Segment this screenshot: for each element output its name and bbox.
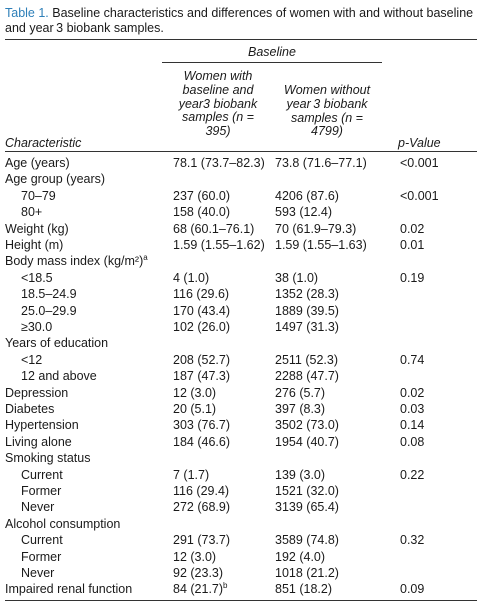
row-label [21, 188, 56, 204]
row-label-text: Former [21, 484, 62, 498]
row-label [5, 155, 70, 171]
cell-p-value-text: <0.001 [400, 156, 439, 170]
cell-p-value-text: 0.32 [400, 533, 425, 548]
cell-p-value-text: 0.02 [400, 221, 425, 236]
cell-with-samples-text: 208 (52.7) [173, 352, 230, 367]
cell-p-value [400, 385, 424, 401]
row-label-text: <18.5 [21, 270, 53, 285]
header-line: year 3 biobank [286, 96, 368, 111]
cell-with-samples-text: 272 (68.9) [173, 500, 230, 515]
cell-without-samples-text: 1954 (40.7) [275, 434, 339, 449]
cell-without-samples-text: 276 (5.7) [275, 385, 326, 400]
table-row [5, 319, 477, 335]
header-line: year3 biobank [178, 96, 258, 111]
row-label-text: 18.5–24.9 [21, 287, 77, 302]
row-label-text: Body mass index (kg/m²) [5, 254, 144, 269]
table-row [5, 532, 477, 548]
cell-without-samples-text: 851 (18.2) [275, 582, 332, 597]
cell-with-samples-text: 7 (1.7) [173, 467, 210, 482]
cell-with-samples-text: 158 (40.0) [173, 205, 230, 220]
row-label-text: 80+ [21, 205, 43, 220]
row-label-text: 25.0–29.9 [21, 303, 77, 318]
row-label [21, 549, 61, 565]
table-row [5, 581, 477, 597]
cell-without-samples-text: 593 (12.4) [275, 205, 332, 220]
row-label [5, 335, 108, 351]
cell-with-samples [173, 221, 254, 237]
cell-with-samples [173, 467, 209, 483]
header-line: Women without [283, 83, 371, 97]
cell-with-samples [173, 204, 230, 220]
cell-p-value [400, 270, 424, 286]
cell-p-value [400, 532, 424, 548]
row-label-text: Diabetes [5, 402, 55, 416]
table-label: Table 1. [5, 6, 49, 20]
row-label [5, 516, 120, 532]
cell-without-samples-text: 2511 (52.3) [275, 352, 339, 367]
cell-with-samples-text: 116 (29.6) [173, 287, 230, 302]
row-label [21, 204, 42, 220]
row-label [5, 450, 90, 466]
cell-with-samples-text: 102 (26.0) [173, 320, 230, 334]
cell-with-samples [173, 417, 230, 433]
cell-without-samples-text: 70 (61.9–79.3) [275, 221, 357, 236]
row-label [21, 532, 63, 548]
cell-without-samples [275, 221, 356, 237]
cell-without-samples [275, 368, 339, 384]
cell-with-samples [173, 385, 216, 401]
cell-without-samples [275, 204, 332, 220]
cell-without-samples-text: 3502 (73.0) [275, 418, 339, 433]
cell-with-samples [173, 532, 230, 548]
row-label-text: Smoking status [5, 451, 91, 466]
cell-with-samples [173, 319, 230, 335]
cell-without-samples-text: 1889 (39.5) [275, 303, 339, 318]
cell-with-samples-text: 84 (21.7) [173, 582, 224, 597]
cell-with-samples [173, 286, 229, 302]
cell-without-samples [275, 237, 367, 253]
cell-p-value [400, 467, 424, 483]
cell-with-samples [173, 188, 230, 204]
cell-with-samples-text: 1.59 (1.55–1.62) [173, 238, 265, 252]
table-row [5, 499, 477, 515]
row-label [5, 171, 105, 187]
row-label [21, 467, 63, 483]
cell-with-samples-text: 116 (29.4) [173, 484, 230, 498]
table-row [5, 335, 477, 351]
cell-with-samples-text: 12 (3.0) [173, 549, 217, 564]
cell-without-samples-text: 3139 (65.4) [275, 500, 339, 515]
row-label [21, 319, 52, 335]
cell-without-samples-text: 139 (3.0) [275, 467, 326, 482]
row-label-text: 70–79 [21, 188, 56, 203]
row-label [5, 401, 54, 417]
row-label [21, 565, 54, 581]
cell-with-samples [173, 434, 230, 450]
cell-p-value [400, 188, 439, 204]
table-row [5, 221, 477, 237]
cell-without-samples [275, 581, 332, 597]
cell-without-samples-text: 4206 (87.6) [275, 188, 339, 203]
top-rule [5, 39, 477, 40]
table-row [5, 171, 477, 187]
table-caption [5, 6, 477, 36]
cell-without-samples-text: 192 (4.0) [275, 549, 326, 564]
row-label [21, 368, 97, 384]
row-label-text: Height (m) [5, 238, 64, 252]
row-label-text: <12 [21, 352, 43, 367]
cell-p-value-text: 0.02 [400, 385, 425, 400]
cell-without-samples-text: 1018 (21.2) [275, 566, 339, 580]
row-label-text: Alcohol consumption [5, 516, 121, 531]
cell-with-samples [173, 237, 265, 253]
column-header-characteristic: Characteristic [5, 136, 82, 150]
row-label-text: Depression [5, 385, 69, 400]
row-label [21, 483, 61, 499]
cell-without-samples-text: 1521 (32.0) [275, 484, 339, 498]
cell-with-samples [173, 368, 230, 384]
column-header-with-samples [163, 70, 273, 139]
cell-with-samples [173, 549, 216, 565]
table-row [5, 450, 477, 466]
row-label [21, 499, 54, 515]
table-row [5, 286, 477, 302]
row-label-text: Never [21, 500, 55, 515]
cell-without-samples-text: 73.8 (71.6–77.1) [275, 156, 367, 170]
table-row [5, 467, 477, 483]
cell-with-samples-text: 291 (73.7) [173, 533, 230, 548]
table-row [5, 270, 477, 286]
cell-p-value [400, 352, 424, 368]
cell-without-samples [275, 401, 325, 417]
cell-without-samples [275, 532, 339, 548]
row-label [5, 253, 148, 269]
row-label-text: Hypertension [5, 418, 79, 433]
cell-without-samples-text: 2288 (47.7) [275, 369, 339, 384]
header-rule [5, 151, 477, 152]
cell-p-value [400, 401, 424, 417]
caption-text: Baseline characteristics and differences of women with and without baseline and year 3 biobank samples. [5, 6, 474, 35]
cell-with-samples-text: 237 (60.0) [173, 188, 230, 203]
footnote-marker: a [143, 253, 148, 263]
table-row [5, 565, 477, 581]
row-label-text: Current [21, 533, 63, 548]
row-label-text: Weight (kg) [5, 221, 69, 236]
cell-p-value-text: <0.001 [400, 188, 439, 203]
table-row [5, 352, 477, 368]
cell-with-samples [173, 155, 265, 171]
cell-p-value [400, 417, 424, 433]
cell-p-value-text: 0.03 [400, 402, 425, 416]
table-row [5, 483, 477, 499]
column-header-p-value: p-Value [398, 136, 441, 150]
row-label-text: Never [21, 566, 55, 580]
header-line: 4799) [311, 124, 343, 139]
cell-p-value-text: 0.09 [400, 582, 425, 597]
cell-without-samples [275, 499, 339, 515]
cell-p-value-text: 0.74 [400, 352, 425, 367]
cell-p-value-text: 0.08 [400, 434, 425, 449]
cell-without-samples [275, 434, 339, 450]
table-row [5, 516, 477, 532]
row-label-text: Current [21, 467, 63, 482]
cell-with-samples [173, 565, 223, 581]
cell-without-samples-text: 1.59 (1.55–1.63) [275, 238, 367, 252]
row-label [21, 352, 42, 368]
row-label [5, 417, 79, 433]
cell-without-samples [275, 417, 339, 433]
cell-without-samples-text: 1352 (28.3) [275, 287, 339, 302]
baseline-rule [162, 62, 382, 63]
cell-without-samples [275, 549, 325, 565]
cell-with-samples-text: 303 (76.7) [173, 418, 230, 433]
cell-p-value-text: 0.14 [400, 418, 425, 433]
cell-with-samples [173, 270, 209, 286]
cell-without-samples-text: 1497 (31.3) [275, 320, 339, 334]
row-label-text: Former [21, 549, 62, 564]
cell-without-samples [275, 352, 338, 368]
cell-p-value [400, 237, 424, 253]
cell-with-samples-text: 92 (23.3) [173, 566, 224, 580]
row-label [21, 286, 77, 302]
cell-p-value [400, 221, 424, 237]
table-row [5, 417, 477, 433]
table-row [5, 155, 477, 171]
header-line: 395) [205, 124, 231, 139]
cell-with-samples-text: 20 (5.1) [173, 402, 217, 416]
cell-p-value-text: 0.22 [400, 467, 425, 482]
baseline-header: Baseline [248, 45, 296, 59]
cell-without-samples [275, 303, 339, 319]
row-label-text: Age group (years) [5, 172, 106, 187]
cell-with-samples [173, 352, 230, 368]
column-header-without-samples [272, 84, 382, 139]
table-row [5, 303, 477, 319]
table-row [5, 549, 477, 565]
cell-p-value [400, 155, 439, 171]
cell-without-samples [275, 188, 339, 204]
cell-with-samples-text: 78.1 (73.7–82.3) [173, 156, 265, 170]
row-label [5, 581, 132, 597]
row-label-text: Age (years) [5, 156, 70, 170]
cell-with-samples [173, 581, 227, 597]
cell-p-value-text: 0.19 [400, 270, 425, 285]
bottom-rule [5, 600, 477, 601]
cell-without-samples-text: 3589 (74.8) [275, 533, 339, 548]
cell-without-samples [275, 565, 339, 581]
header-line: samples (n = [182, 110, 254, 125]
table-row [5, 385, 477, 401]
cell-without-samples [275, 385, 325, 401]
cell-without-samples [275, 286, 339, 302]
cell-with-samples-text: 68 (60.1–76.1) [173, 221, 255, 236]
cell-without-samples [275, 483, 339, 499]
table-row [5, 188, 477, 204]
cell-without-samples-text: 38 (1.0) [275, 270, 319, 285]
cell-without-samples [275, 467, 325, 483]
header-line: baseline and [182, 82, 254, 97]
row-label-text: ≥30.0 [21, 320, 53, 334]
cell-without-samples-text: 397 (8.3) [275, 402, 326, 416]
header-line: Women with [183, 69, 253, 83]
row-label [5, 434, 72, 450]
header-line: samples (n = [291, 110, 363, 125]
row-label [21, 303, 77, 319]
row-label-text: Years of education [5, 336, 109, 351]
table-row [5, 434, 477, 450]
cell-with-samples [173, 499, 230, 515]
table-row [5, 253, 477, 269]
row-label [5, 385, 68, 401]
cell-without-samples [275, 270, 318, 286]
row-label [5, 221, 69, 237]
table-row [5, 368, 477, 384]
cell-with-samples-text: 184 (46.6) [173, 434, 230, 449]
cell-with-samples-text: 187 (47.3) [173, 369, 230, 384]
cell-with-samples [173, 303, 230, 319]
cell-with-samples-text: 170 (43.4) [173, 303, 230, 318]
cell-p-value-text: 0.01 [400, 238, 425, 252]
row-label [21, 270, 53, 286]
cell-with-samples [173, 483, 229, 499]
cell-with-samples-text: 12 (3.0) [173, 385, 217, 400]
cell-p-value [400, 581, 424, 597]
cell-without-samples [275, 319, 339, 335]
row-label-text: Impaired renal function [5, 582, 133, 597]
table-row [5, 401, 477, 417]
footnote-marker: b [223, 581, 228, 591]
cell-with-samples [173, 401, 216, 417]
row-label [5, 237, 63, 253]
row-label-text: Living alone [5, 434, 72, 449]
row-label-text: 12 and above [21, 369, 97, 384]
table-row [5, 237, 477, 253]
cell-with-samples-text: 4 (1.0) [173, 270, 210, 285]
cell-without-samples [275, 155, 367, 171]
cell-p-value [400, 434, 424, 450]
table-row [5, 204, 477, 220]
